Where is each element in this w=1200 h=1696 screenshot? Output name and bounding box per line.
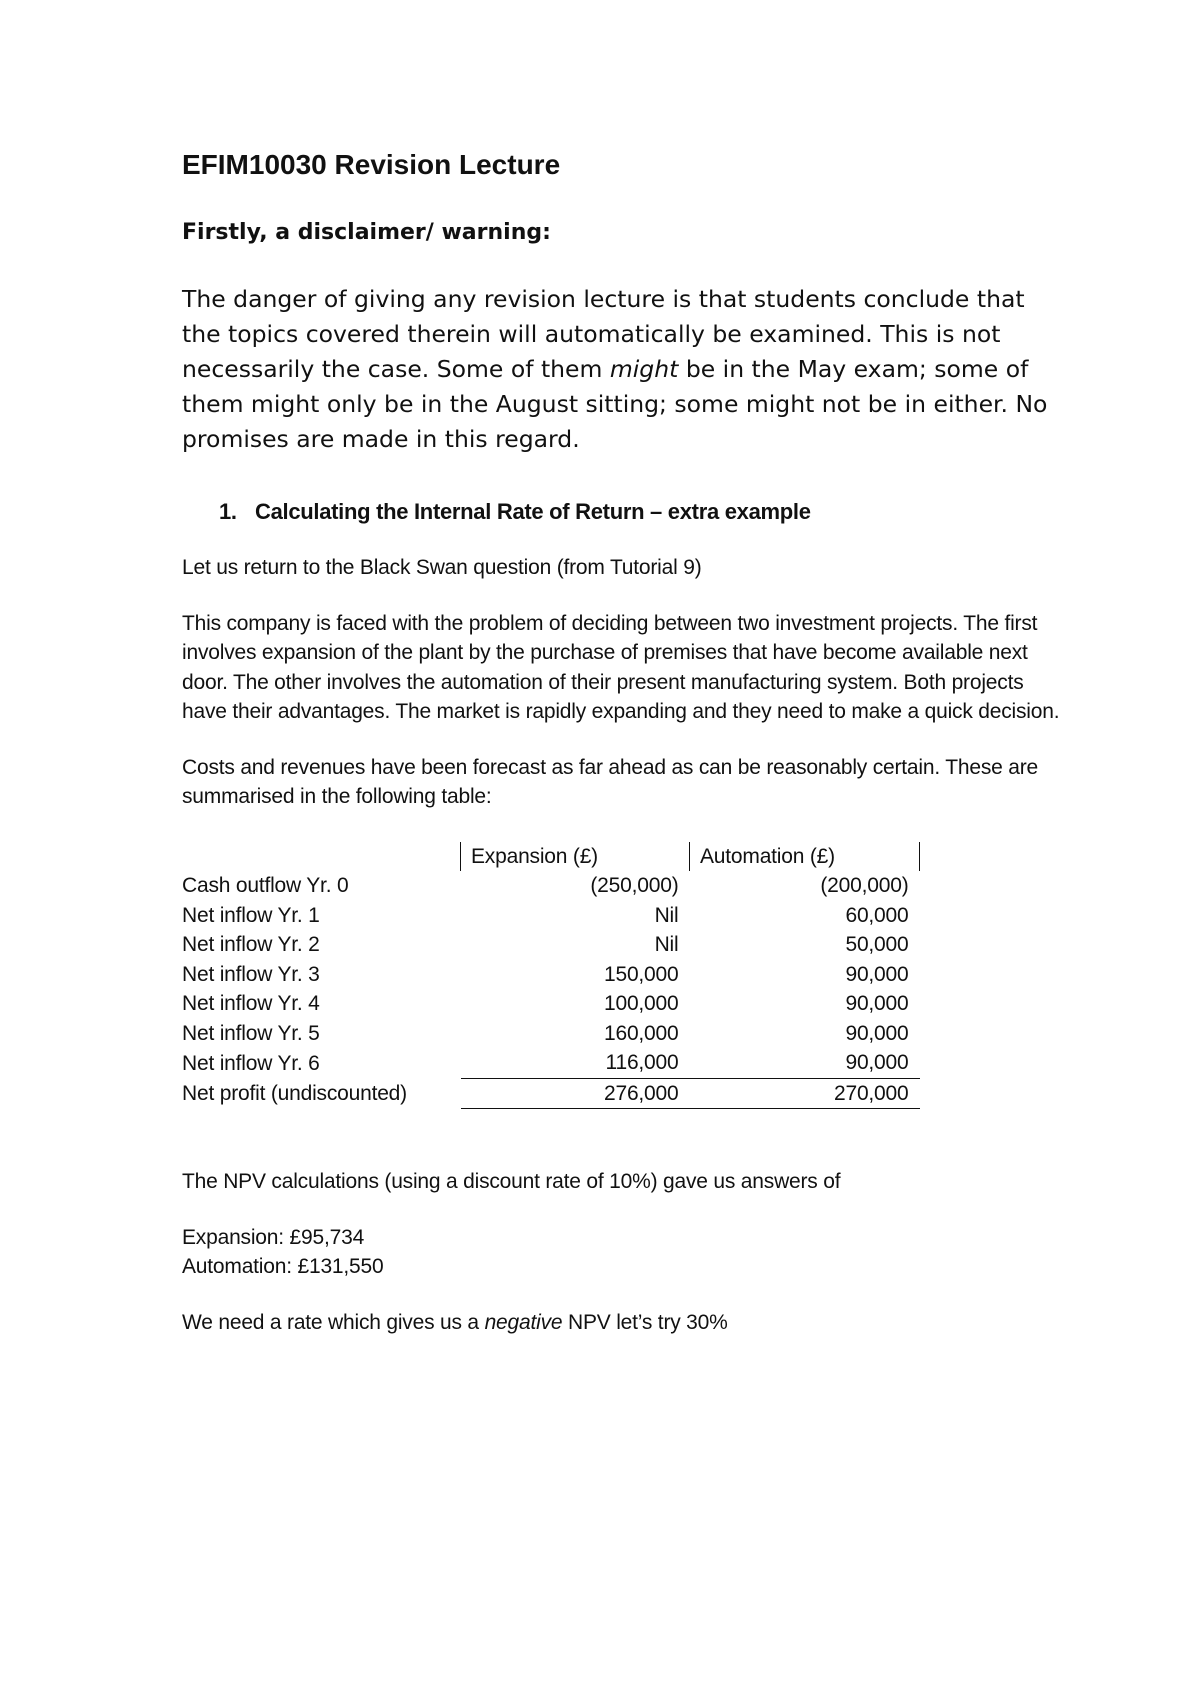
section-number: 1. <box>219 499 237 524</box>
disclaimer-text-2: be in the May exam; some of them might only be in the August sitting; some might not be in either. No promises are made in this regard. <box>182 355 1048 453</box>
total-automation-value: 270,000 <box>690 1078 920 1109</box>
row-expansion-value: 116,000 <box>461 1048 690 1078</box>
row-automation-value: 90,000 <box>845 1021 909 1045</box>
cash-flow-table <box>182 842 920 1110</box>
row-label: Net inflow Yr. 4 <box>182 992 320 1015</box>
npv-automation-line: Automation: £131,550 <box>182 1255 384 1278</box>
row-expansion-value: (250,000) <box>590 874 679 897</box>
npv-expansion-line: Expansion: £95,734 <box>182 1225 365 1249</box>
table-row <box>182 930 920 960</box>
section-title: Calculating the Internal Rate of Return – extra example <box>255 499 811 524</box>
row-label: Net inflow Yr. 6 <box>182 1051 320 1075</box>
row-automation-value: 60,000 <box>845 903 909 927</box>
document-title: EFIM10030 Revision Lecture <box>182 149 561 180</box>
negative-rate-text-1: We need a rate which gives us a <box>182 1310 485 1334</box>
row-expansion-value: Nil <box>654 933 679 956</box>
disclaimer-heading: Firstly, a disclaimer/ warning: <box>182 220 551 245</box>
table-row <box>182 960 920 990</box>
row-label: Net inflow Yr. 1 <box>182 903 320 927</box>
row-automation-value: 90,000 <box>845 962 909 986</box>
table-header-automation: Automation (£) <box>690 842 920 872</box>
section-heading <box>219 497 1062 527</box>
row-automation-value: 50,000 <box>845 933 909 956</box>
negative-rate-text-2: NPV let’s try 30% <box>562 1310 728 1334</box>
disclaimer-text-1: The danger of giving any revision lecture is that students conclude that the topics covered therein will automatically be examined. This is not necessarily the case. Some of them <box>182 285 1025 383</box>
table-row <box>182 989 920 1019</box>
row-automation-value: (200,000) <box>820 874 909 897</box>
disclaimer-emphasis: might <box>609 355 679 383</box>
row-label: Net inflow Yr. 3 <box>182 962 320 986</box>
document-page <box>182 140 1062 1337</box>
row-expansion-value: Nil <box>654 903 679 927</box>
npv-intro-paragraph: The NPV calculations (using a discount rate of 10%) gave us answers of <box>182 1170 841 1193</box>
row-expansion-value: 150,000 <box>603 962 679 986</box>
table-row <box>182 1019 920 1049</box>
row-automation-value: 90,000 <box>690 1048 920 1078</box>
table-row <box>182 901 920 931</box>
row-label: Net inflow Yr. 2 <box>182 933 320 956</box>
negative-emphasis: negative <box>484 1310 563 1334</box>
description-paragraph: This company is faced with the problem of deciding between two investment projects. The first involves expansion of the plant by the purchase of premises that have become available next door. The other involves the automation of their present manufacturing system. Both projects have their advantages. The market is rapidly expanding and they need to make a quick decision. <box>182 611 1060 723</box>
intro-paragraph: Let us return to the Black Swan question (from Tutorial 9) <box>182 556 702 579</box>
table-row <box>182 1048 920 1078</box>
row-label: Cash outflow Yr. 0 <box>182 874 349 897</box>
row-automation-value: 90,000 <box>845 992 909 1015</box>
table-total-row <box>182 1078 920 1109</box>
total-label: Net profit (undiscounted) <box>182 1082 407 1105</box>
table-header-row <box>182 842 920 872</box>
disclaimer-paragraph <box>182 282 1062 457</box>
table-row <box>182 871 920 901</box>
table-header-expansion: Expansion (£) <box>461 842 690 872</box>
table-header-blank <box>182 842 461 872</box>
row-expansion-value: 100,000 <box>603 992 679 1015</box>
costs-intro-paragraph: Costs and revenues have been forecast as far ahead as can be reasonably certain. These are summarised in the following table: <box>182 755 1038 808</box>
row-expansion-value: 160,000 <box>603 1021 679 1045</box>
row-label: Net inflow Yr. 5 <box>182 1021 320 1045</box>
negative-rate-paragraph <box>182 1308 1062 1338</box>
total-expansion-value: 276,000 <box>461 1078 690 1109</box>
